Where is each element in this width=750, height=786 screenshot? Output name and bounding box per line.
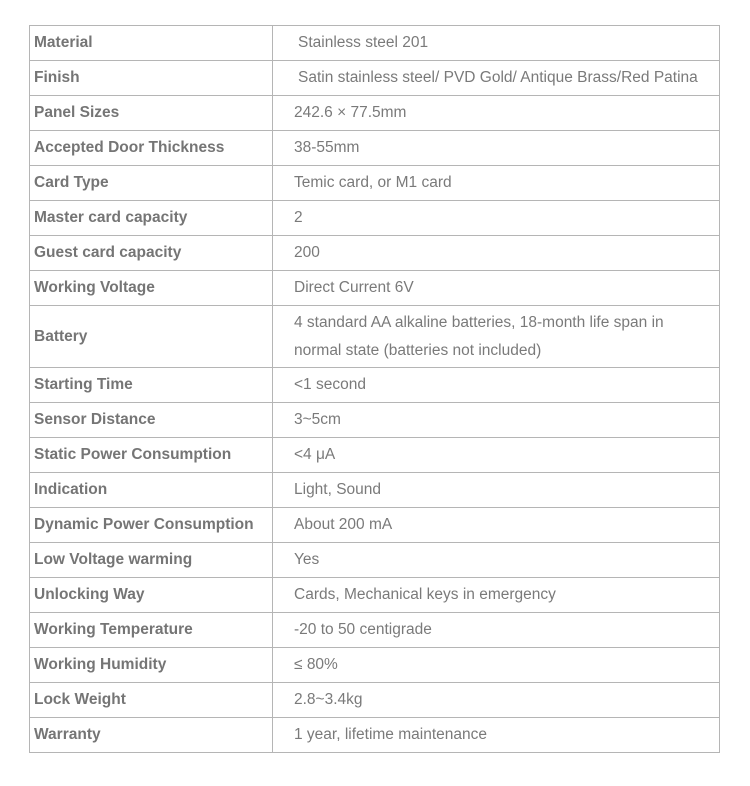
spec-label: Battery bbox=[30, 306, 273, 368]
spec-value: 242.6 × 77.5mm bbox=[273, 96, 720, 131]
spec-value: 2 bbox=[273, 201, 720, 236]
spec-label: Indication bbox=[30, 473, 273, 508]
table-row bbox=[30, 718, 720, 753]
spec-value: ≤ 80% bbox=[273, 648, 720, 683]
table-row bbox=[30, 306, 720, 368]
spec-value: Direct Current 6V bbox=[273, 271, 720, 306]
table-row bbox=[30, 131, 720, 166]
table-row bbox=[30, 201, 720, 236]
spec-value: 4 standard AA alkaline batteries, 18-month life span in normal state (batteries not included) bbox=[273, 306, 720, 368]
spec-value: Satin stainless steel/ PVD Gold/ Antique Brass/Red Patina bbox=[273, 61, 720, 96]
table-row bbox=[30, 683, 720, 718]
table-row bbox=[30, 166, 720, 201]
table-row bbox=[30, 61, 720, 96]
spec-label: Material bbox=[30, 26, 273, 61]
table-row bbox=[30, 613, 720, 648]
spec-value: Light, Sound bbox=[273, 473, 720, 508]
table-row bbox=[30, 508, 720, 543]
spec-label: Low Voltage warming bbox=[30, 543, 273, 578]
spec-label: Accepted Door Thickness bbox=[30, 131, 273, 166]
spec-value: Stainless steel 201 bbox=[273, 26, 720, 61]
spec-label: Lock Weight bbox=[30, 683, 273, 718]
spec-label: Card Type bbox=[30, 166, 273, 201]
table-row bbox=[30, 473, 720, 508]
table-row bbox=[30, 236, 720, 271]
spec-label: Sensor Distance bbox=[30, 403, 273, 438]
spec-label: Working Humidity bbox=[30, 648, 273, 683]
spec-value: Cards, Mechanical keys in emergency bbox=[273, 578, 720, 613]
table-row bbox=[30, 648, 720, 683]
table-row bbox=[30, 403, 720, 438]
spec-label: Working Temperature bbox=[30, 613, 273, 648]
table-row bbox=[30, 578, 720, 613]
spec-value: Yes bbox=[273, 543, 720, 578]
spec-label: Finish bbox=[30, 61, 273, 96]
table-row bbox=[30, 368, 720, 403]
spec-value: <4 μA bbox=[273, 438, 720, 473]
spec-value: 200 bbox=[273, 236, 720, 271]
spec-value: 38-55mm bbox=[273, 131, 720, 166]
spec-label: Panel Sizes bbox=[30, 96, 273, 131]
spec-label: Guest card capacity bbox=[30, 236, 273, 271]
spec-value: About 200 mA bbox=[273, 508, 720, 543]
spec-table bbox=[29, 25, 720, 753]
spec-label: Master card capacity bbox=[30, 201, 273, 236]
spec-label: Warranty bbox=[30, 718, 273, 753]
spec-value: 3~5cm bbox=[273, 403, 720, 438]
table-row bbox=[30, 543, 720, 578]
spec-value: -20 to 50 centigrade bbox=[273, 613, 720, 648]
spec-label: Unlocking Way bbox=[30, 578, 273, 613]
table-row bbox=[30, 271, 720, 306]
spec-label: Dynamic Power Consumption bbox=[30, 508, 273, 543]
spec-label: Working Voltage bbox=[30, 271, 273, 306]
spec-value: 2.8~3.4kg bbox=[273, 683, 720, 718]
table-row bbox=[30, 438, 720, 473]
spec-value: 1 year, lifetime maintenance bbox=[273, 718, 720, 753]
spec-label: Starting Time bbox=[30, 368, 273, 403]
spec-label: Static Power Consumption bbox=[30, 438, 273, 473]
table-row bbox=[30, 26, 720, 61]
spec-value: Temic card, or M1 card bbox=[273, 166, 720, 201]
table-row bbox=[30, 96, 720, 131]
spec-value: <1 second bbox=[273, 368, 720, 403]
